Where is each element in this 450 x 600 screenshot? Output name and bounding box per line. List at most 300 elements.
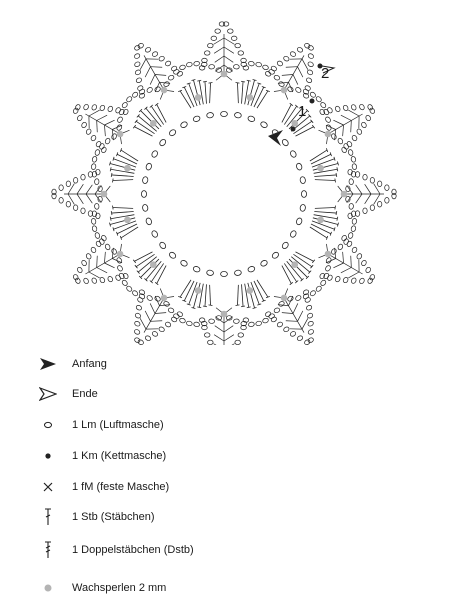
chain-stitch <box>248 61 255 66</box>
chain-stitch <box>176 71 183 78</box>
point-stitch <box>365 194 371 204</box>
point-stitch <box>282 313 293 314</box>
chain-stitch <box>295 87 302 94</box>
stitch-top <box>253 307 257 308</box>
chain-stitch <box>151 150 159 158</box>
point-stitch <box>97 256 98 268</box>
stitch-top <box>133 125 136 128</box>
chain-stitch <box>193 61 200 66</box>
legend-item-bead <box>36 578 166 598</box>
chain-stitch <box>135 304 142 311</box>
wax-bead-icon <box>36 578 60 598</box>
chain-stitch <box>351 135 358 142</box>
chain-stitch <box>163 81 170 88</box>
chain-stitch <box>66 181 70 187</box>
chain-stitch <box>247 115 255 122</box>
chain-stitch <box>165 60 172 67</box>
chain-stitch <box>350 104 357 111</box>
wax-bead <box>150 261 157 268</box>
wax-bead <box>195 287 202 294</box>
chain-stitch <box>352 218 357 225</box>
chain-stitch <box>168 74 175 80</box>
stitch-line <box>199 81 203 105</box>
legend-label: 1 Stb (Stäbchen) <box>72 511 155 523</box>
chain-stitch <box>159 138 167 147</box>
stitch-top <box>203 81 207 82</box>
chain-stitch <box>134 320 141 327</box>
chain-stitch <box>211 36 217 40</box>
stitch-top <box>110 217 111 221</box>
stitch-top <box>110 167 111 171</box>
chain-stitch <box>117 265 124 272</box>
chain-stitch <box>327 107 334 114</box>
chain-stitch <box>296 217 303 225</box>
wax-bead <box>124 217 131 224</box>
point-stitch <box>104 263 114 268</box>
point-stitch <box>224 47 234 53</box>
stitch-top <box>187 83 191 84</box>
point-stitch <box>214 38 224 44</box>
chain-stitch <box>144 335 151 342</box>
point-stitch <box>97 268 107 273</box>
stitch-top <box>133 260 136 263</box>
chain-stitch <box>262 318 269 324</box>
chain-stitch <box>348 232 354 239</box>
point-stitch <box>302 318 308 329</box>
slip-stitch-icon <box>36 446 60 466</box>
chain-stitch <box>72 107 79 114</box>
point-stitch <box>293 74 298 84</box>
stitch-line <box>117 154 137 164</box>
chain-stitch <box>307 312 314 319</box>
stitch-line <box>248 283 255 308</box>
point-stitch <box>150 74 155 84</box>
chain-stitch <box>95 141 102 148</box>
chain-stitch <box>73 178 77 184</box>
chain-stitch <box>283 55 290 62</box>
chain-stitch <box>296 46 303 53</box>
point-stitch <box>68 194 74 204</box>
point-stitch <box>298 311 303 321</box>
chain-stitch <box>134 53 141 60</box>
wax-bead <box>221 71 228 78</box>
stitch-top <box>192 80 196 81</box>
chain-stitch <box>146 295 153 302</box>
wax-bead <box>150 120 157 127</box>
chain-stitch <box>81 121 88 128</box>
chain-stitch <box>361 259 368 266</box>
chain-stitch <box>367 104 374 111</box>
chain-stitch <box>209 319 215 324</box>
chain-stitch <box>377 201 381 207</box>
chain-stitch <box>193 322 200 327</box>
chain-stitch <box>145 217 152 225</box>
stitch-line <box>157 266 166 284</box>
stitch-line <box>251 83 259 106</box>
stitch-top <box>197 307 201 308</box>
chain-stitch <box>206 112 214 118</box>
legend-item-chain <box>36 415 164 435</box>
chain-stitch <box>186 321 193 327</box>
chain-stitch <box>221 111 228 116</box>
stitch-line <box>245 284 249 308</box>
inner-chain-ring <box>141 111 306 276</box>
point-stitch <box>374 184 380 194</box>
point-stitch <box>224 326 233 332</box>
chain-stitch <box>270 316 277 323</box>
stitch-line <box>193 283 200 308</box>
chain-stitch <box>145 163 152 171</box>
chain-stitch <box>307 69 314 76</box>
stitch-line <box>311 154 331 164</box>
chain-stitch <box>137 42 144 49</box>
stitch-top <box>336 173 337 177</box>
wax-bead <box>247 94 254 101</box>
point-stitch <box>224 38 234 44</box>
chain-stitch <box>281 138 289 147</box>
stitch-line <box>313 163 338 170</box>
stitch-line <box>315 180 335 181</box>
stitch-line <box>180 280 191 297</box>
chain-stitch <box>289 230 297 238</box>
stitch-top <box>113 179 114 183</box>
chain-stitch <box>204 333 210 337</box>
chain-stitch <box>180 259 188 267</box>
point-stitch <box>68 184 74 194</box>
wax-bead <box>325 251 332 258</box>
slip-stitch-dot <box>310 99 315 104</box>
chain-stitch <box>349 203 354 209</box>
chain-stitch <box>370 205 374 211</box>
stitch-line <box>314 175 336 177</box>
chain-stitch <box>304 85 311 92</box>
chain-stitch <box>367 277 374 284</box>
point-stitch <box>286 321 298 322</box>
chain-stitch <box>315 285 322 292</box>
stitch-line <box>314 169 338 173</box>
chain-stitch <box>176 311 183 318</box>
chain-stitch <box>276 321 283 328</box>
stitch-line <box>296 127 314 136</box>
legend-label: 1 Lm (Luftmasche) <box>72 419 164 431</box>
chain-stitch <box>92 156 98 163</box>
point-stitch <box>343 125 344 136</box>
chain-stitch <box>248 322 255 327</box>
chain-stitch <box>111 248 118 255</box>
chain-stitch <box>295 295 302 302</box>
stitch-top <box>241 81 245 82</box>
chain-stitch <box>271 251 280 259</box>
chain-stitch <box>76 114 83 121</box>
chain-stitch <box>337 243 343 250</box>
legend-item-treble <box>36 540 194 560</box>
chain-stitch <box>235 340 241 344</box>
stitch-line <box>110 163 135 170</box>
chain-stitch <box>346 240 353 247</box>
stitch-line <box>134 252 152 261</box>
chain-stitch <box>265 311 272 318</box>
stitch-line <box>313 218 338 225</box>
stitch-top <box>155 103 158 106</box>
chain-stitch <box>307 337 314 344</box>
point-stitch <box>333 120 343 125</box>
stitch-top <box>337 223 338 227</box>
point-stitch <box>77 184 83 194</box>
stitch-top <box>334 157 335 161</box>
stitch-line <box>113 159 136 167</box>
chain-stitch <box>247 266 255 273</box>
chain-stitch <box>327 274 334 281</box>
stitch-top <box>236 305 240 306</box>
chain-stitch <box>134 329 141 336</box>
chain-stitch <box>168 307 175 313</box>
chain-stitch <box>325 116 332 123</box>
chain-stitch <box>296 163 303 171</box>
point-stitch <box>89 110 100 116</box>
point-stitch <box>348 272 359 278</box>
chain-stitch <box>337 138 343 145</box>
stitch-line <box>310 227 327 238</box>
end-arrow-icon <box>36 384 60 404</box>
point-stitch <box>293 303 298 313</box>
chain-stitch <box>91 218 96 225</box>
chain-stitch <box>278 81 285 88</box>
chain-stitch <box>369 107 376 114</box>
chain-stitch <box>158 326 165 333</box>
chain-stitch <box>365 114 372 121</box>
wax-bead <box>101 191 108 198</box>
chain-stitch <box>179 64 186 70</box>
point-stitch <box>140 59 146 70</box>
chain-stitch <box>131 91 138 98</box>
chain-stitch <box>320 279 327 286</box>
chain-stitch <box>300 204 306 212</box>
wax-bead <box>161 87 168 94</box>
round-number-1: 1 <box>298 103 307 120</box>
stitch-line <box>242 82 244 104</box>
point-stitch <box>351 256 352 268</box>
stitch-top <box>236 83 240 84</box>
treble-crochet-icon <box>36 540 60 560</box>
wax-bead <box>341 191 348 198</box>
chain-stitch <box>359 277 366 284</box>
chain-stitch <box>94 203 99 209</box>
chain-stitch <box>163 301 170 308</box>
chain-stitch <box>301 191 306 198</box>
stitch-top <box>209 83 213 84</box>
chain-stitch <box>171 316 178 323</box>
chain-stitch <box>135 77 142 84</box>
chain-stitch <box>365 266 372 273</box>
chain-stitch <box>91 163 96 170</box>
stitch-top <box>110 162 111 166</box>
chain-stitch <box>142 176 148 184</box>
stitch-top <box>113 157 114 161</box>
stitch-line <box>314 215 338 219</box>
wax-bead <box>117 251 124 258</box>
chain-stitch <box>121 101 128 108</box>
point-stitch <box>140 318 146 329</box>
chain-stitch <box>262 64 269 70</box>
chain-stitch <box>234 112 242 118</box>
chain-stitch <box>238 51 244 55</box>
chain-stitch <box>215 29 221 33</box>
chain-stitch <box>238 333 244 337</box>
chain-stitch <box>223 22 229 26</box>
chain-stitch <box>351 156 357 163</box>
stitch-top <box>337 167 338 171</box>
chain-stitch <box>228 29 234 33</box>
stitch-top <box>253 80 257 81</box>
stitch-top <box>241 306 245 307</box>
stitch-line <box>237 83 238 103</box>
chain-stitch <box>158 55 165 62</box>
point-stitch <box>374 194 380 204</box>
wax-bead <box>317 165 324 172</box>
legend-label: 1 Km (Kettmasche) <box>72 450 167 462</box>
stitch-top <box>334 227 335 231</box>
point-stitch <box>214 47 224 53</box>
chain-stitch <box>134 312 141 319</box>
stitch-line <box>121 150 138 161</box>
chain-stitch <box>289 331 296 338</box>
chain-stitch <box>289 150 297 158</box>
stitch-line <box>184 281 194 301</box>
chain-stitch <box>265 71 272 78</box>
point-stitch <box>145 67 150 77</box>
legend-item-start <box>36 354 107 374</box>
chain-stitch <box>95 240 102 247</box>
stitch-line <box>248 80 255 105</box>
chain-stitch <box>186 62 193 68</box>
chain-stitch <box>255 62 262 68</box>
stitch-line <box>111 169 135 173</box>
chain-stitch <box>141 191 146 198</box>
stitch-line <box>199 284 203 308</box>
point-stitch <box>298 67 303 77</box>
chain-stitch <box>320 101 327 108</box>
double-crochet-icon <box>36 507 60 527</box>
stitch-line <box>193 80 200 105</box>
chain-stitch <box>59 185 63 191</box>
stitch-line <box>117 224 137 234</box>
stitch-line <box>210 285 211 305</box>
wax-bead <box>325 131 332 138</box>
chain-stitch <box>193 266 201 273</box>
chain-stitch <box>208 43 214 47</box>
chain-stitch <box>369 274 376 281</box>
picot-points-round <box>52 22 396 345</box>
chain-stitch <box>90 246 97 253</box>
stitch-top <box>257 83 261 84</box>
chain-stitch <box>348 149 354 156</box>
point-stitch <box>348 110 359 116</box>
chain-stitch <box>276 60 283 67</box>
chain-stitch <box>260 121 268 129</box>
point-stitch <box>150 303 155 313</box>
chain-stitch <box>309 91 316 98</box>
chain-stitch <box>352 163 357 170</box>
wax-bead <box>161 295 168 302</box>
point-stitch <box>333 263 343 268</box>
chain-stitch <box>341 235 348 242</box>
stitch-top <box>111 173 112 177</box>
chain-stitch <box>356 128 363 135</box>
stitch-line <box>257 91 268 108</box>
stitch-line <box>251 282 259 305</box>
stitch-top <box>197 80 201 81</box>
chain-stitch <box>107 105 114 112</box>
stitch-line <box>257 280 268 297</box>
point-stitch <box>155 313 166 314</box>
chain-stitch <box>151 51 158 58</box>
chain-stitch <box>296 335 303 342</box>
wax-bead <box>221 311 228 318</box>
point-stitch <box>224 56 233 62</box>
chain-stitch <box>233 319 239 324</box>
wax-bead <box>247 287 254 294</box>
chain-stitch <box>134 69 141 76</box>
point-stitch <box>214 335 224 341</box>
chain-stitch <box>351 225 357 232</box>
stitch-top <box>111 211 112 215</box>
chain-stitch <box>351 246 358 253</box>
wax-bead <box>124 165 131 172</box>
point-stitch <box>356 185 362 194</box>
wax-bead <box>117 131 124 138</box>
chain-stitch <box>126 285 133 292</box>
chain-stitch <box>342 104 349 111</box>
stitch-top <box>203 306 207 307</box>
start-arrow-icon <box>268 130 283 146</box>
stitch-top <box>187 304 191 305</box>
stitch-line <box>282 104 291 122</box>
stitch-line <box>254 281 264 301</box>
stitch-top <box>209 305 213 306</box>
chain-stitch <box>81 259 88 266</box>
stitch-top <box>312 125 315 128</box>
chain-stitch <box>94 149 100 156</box>
chain-stitch <box>356 253 363 260</box>
point-stitch <box>145 311 150 321</box>
chain-stitch <box>307 329 314 336</box>
chain-stitch <box>90 135 97 142</box>
chain-stitch <box>94 179 99 185</box>
slip-stitch-dot <box>291 127 296 132</box>
chain-stitch <box>180 121 188 129</box>
chain-stitch <box>75 104 82 111</box>
point-stitch <box>86 185 92 194</box>
chain-stitch <box>131 290 138 297</box>
chain-stitch <box>361 121 368 128</box>
stitch-line <box>312 159 335 167</box>
stitch-top <box>113 206 114 210</box>
point-stitch <box>356 194 362 203</box>
chain-stitch <box>171 65 178 72</box>
stitch-top <box>336 211 337 215</box>
chain-stitch <box>392 193 396 199</box>
stitch-line <box>242 284 244 306</box>
round-number-2: 2 <box>321 65 330 82</box>
chain-stitch <box>304 339 311 345</box>
chain-stitch <box>134 337 141 344</box>
stitch-line <box>254 87 264 107</box>
bead-ring <box>101 71 348 318</box>
chain-stitch <box>59 198 63 204</box>
chain-stitch <box>300 176 306 184</box>
chain-stitch <box>377 181 381 187</box>
point-stitch <box>224 344 234 345</box>
